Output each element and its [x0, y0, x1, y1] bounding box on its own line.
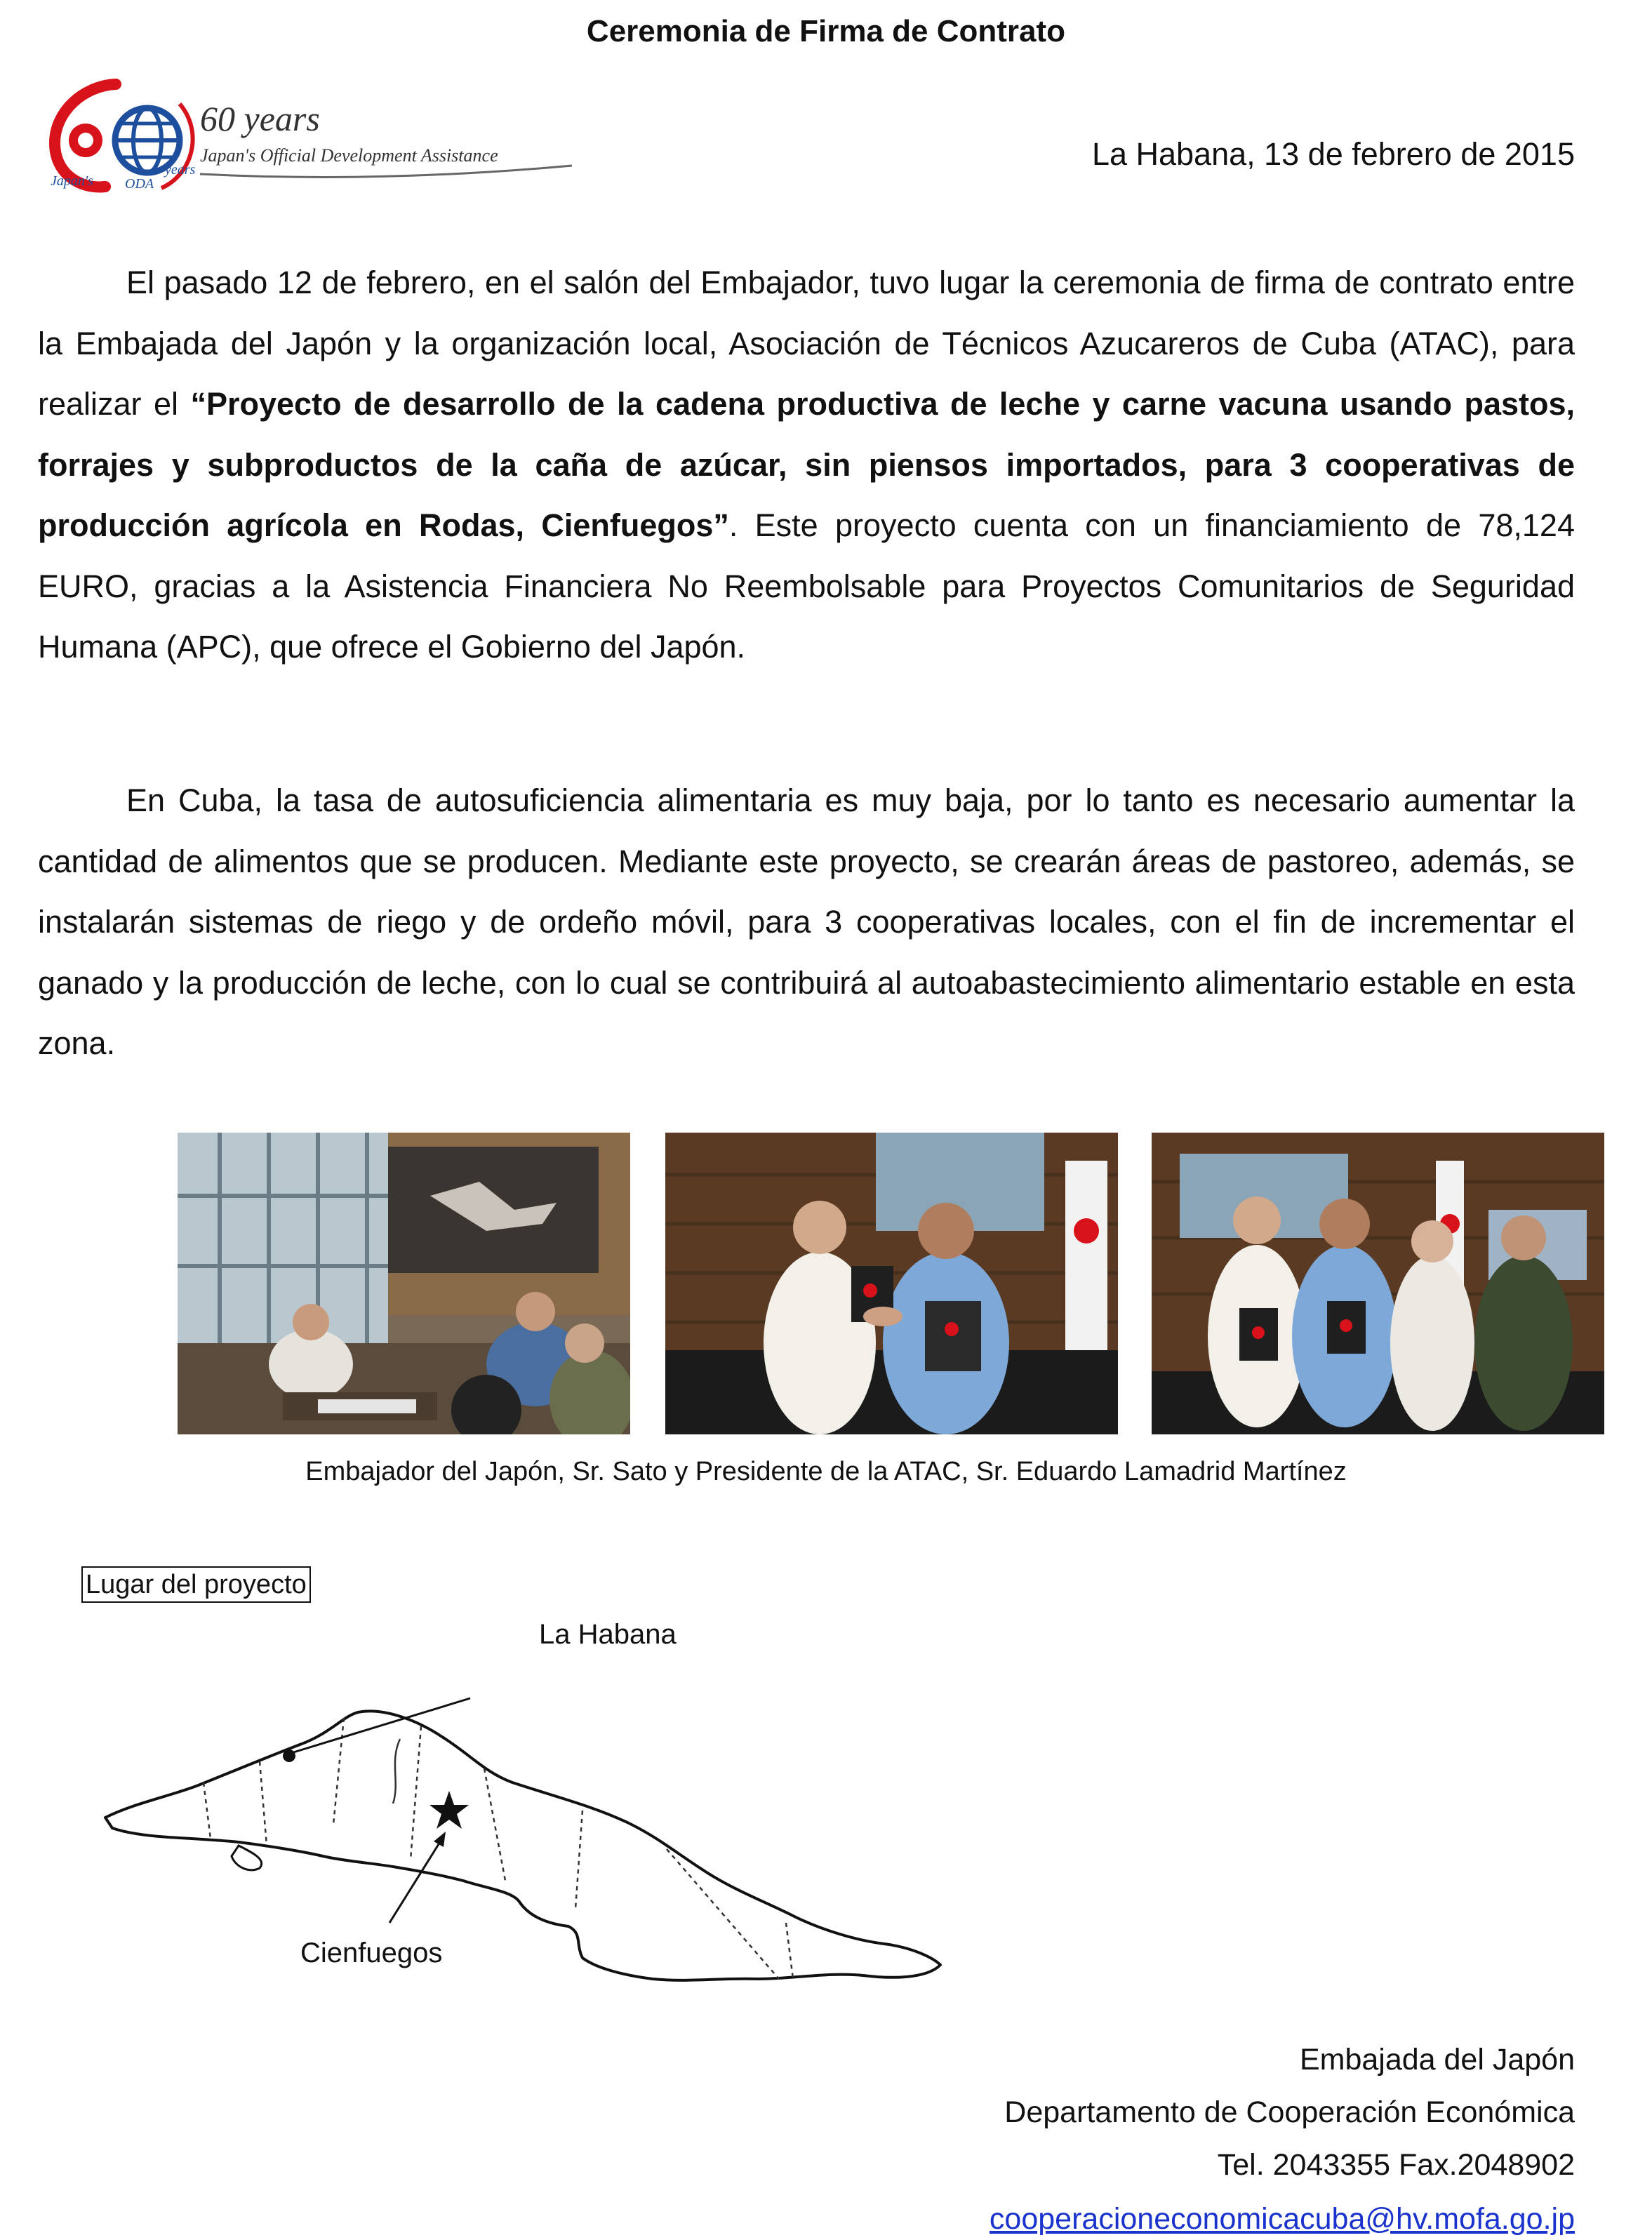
document-date: La Habana, 13 de febrero de 2015 — [1091, 136, 1575, 172]
footer-org: Embajada del Japón — [1299, 2043, 1575, 2076]
project-name: “Proyecto de desarrollo de la cadena productiva de leche y carne vacuna usando pastos, forrajes y subproductos de la caña de azúcar, sin piensos importados, para 3 cooperativas de producción agrícola en Rodas, Cienfuegos” — [38, 386, 1576, 543]
logo-ring-text-left: Japan's — [51, 173, 93, 189]
oda-60-years-logo — [42, 76, 575, 195]
logo-ring-text-mid: ODA — [125, 176, 154, 192]
footer-email-link[interactable]: cooperacioneconomicacuba@hv.mofa.go.jp — [989, 2202, 1575, 2236]
paragraph-food-self-sufficiency: En Cuba, la tasa de autosuficiencia alimentaria es muy baja, por lo tanto es necesario aumentar la cantidad de alimentos que se producen. Mediante este proyecto, se crearán áreas de pastoreo, además, se instalarán sistemas de riego y de ordeño móvil, para 3 cooperativas locales, con el fin de incrementar el ganado y la producción de leche, con lo cual se contribuirá al autoabastecimiento alimentario estable en esta zona. — [38, 782, 1575, 1061]
photo-caption: Embajador del Japón, Sr. Sato y Presidente de la ATAC, Sr. Eduardo Lamadrid Martínez — [305, 1457, 1347, 1486]
footer-phone-fax: Tel. 2043355 Fax.2048902 — [1217, 2148, 1575, 2182]
logo-60-years-text: 60 years — [200, 99, 320, 138]
page-title: Ceremonia de Firma de Contrato — [586, 14, 1066, 48]
cuba-map — [91, 1614, 990, 2021]
map-label-cienfuegos: Cienfuegos — [300, 1938, 443, 1968]
paragraph-ceremony — [38, 253, 1575, 678]
photo-meeting — [178, 1133, 630, 1434]
photo-group — [1152, 1133, 1604, 1434]
logo-subtitle-text: Japan's Official Development Assistance — [200, 145, 498, 166]
footer-department: Departamento de Cooperación Económica — [1004, 2095, 1575, 2129]
paragraph-ceremony-rest: . Este proyecto cuenta con un financiamiento de 78,124 EURO, gracias a la Asistencia Financiera No Reembolsable para Proyectos Comunitarios de Seguridad Humana (APC), que ofrece el Gobierno del Japón. — [38, 507, 1575, 665]
project-location-label: Lugar del proyecto — [81, 1566, 311, 1603]
paragraph-ceremony-intro: El pasado 12 de febrero, en el salón del Embajador, tuvo lugar la ceremonia de firma de contrato entre la Embajada del Japón y la organización local, Asociación de Técnicos Azucareros de Cuba (ATAC), para realizar el — [38, 265, 1575, 422]
map-label-la-habana: La Habana — [539, 1619, 677, 1650]
photo-handshake — [665, 1133, 1118, 1434]
logo-ring-text-right: years — [165, 162, 196, 178]
